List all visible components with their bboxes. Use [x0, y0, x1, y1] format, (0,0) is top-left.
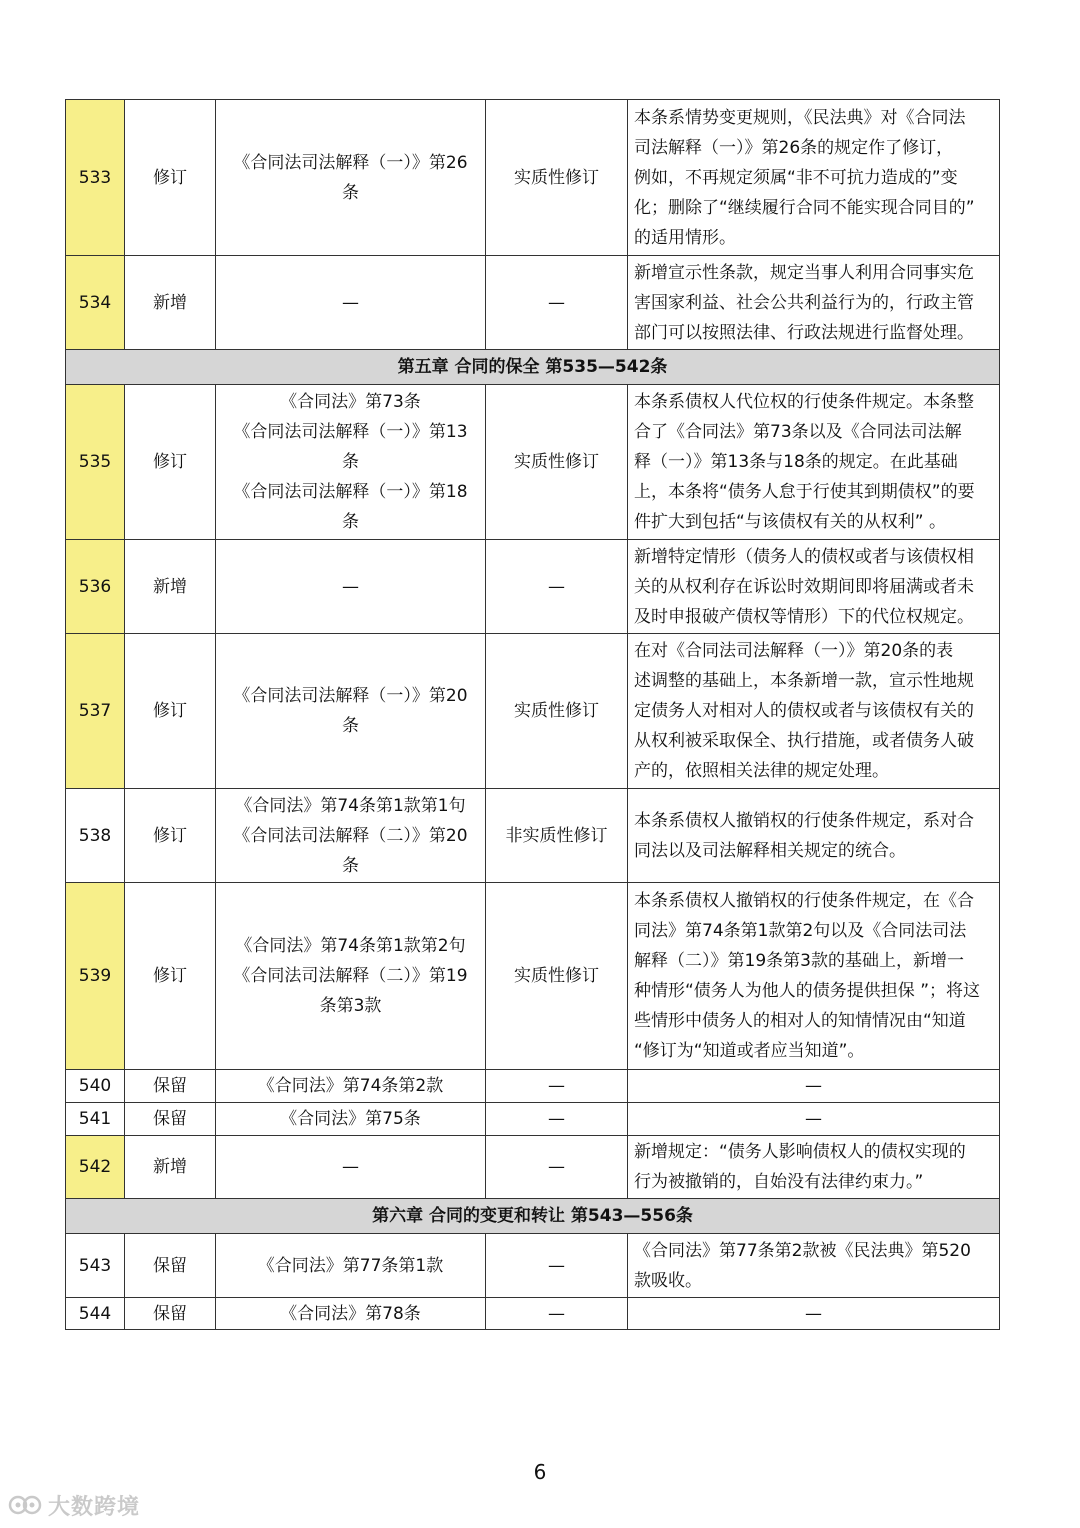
source-line: 《合同法司法解释（一）》第18	[233, 482, 468, 502]
source-line: 《合同法司法解释（一）》第20	[233, 686, 468, 706]
article-number: 539	[66, 883, 125, 1070]
table-row	[66, 634, 1000, 789]
source-provision	[216, 1070, 486, 1103]
table-row	[66, 385, 1000, 540]
description-line: 从权利被采取保全、执行措施，或者债务人破	[634, 731, 974, 751]
description-line: 关的从权利存在诉讼时效期间即将届满或者未	[634, 576, 974, 597]
article-number: 542	[66, 1136, 125, 1199]
table-row	[66, 883, 1000, 1070]
description-line: 害国家利益、社会公共利益行为的，行政主管	[634, 292, 974, 313]
revision-nature: —	[486, 1298, 628, 1330]
change-type: 保留	[125, 1234, 216, 1298]
change-description	[628, 256, 1000, 350]
watermark-logo-icon	[8, 1493, 42, 1517]
description-line: 新增宣示性条款，规定当事人利用合同事实危	[634, 262, 974, 283]
description-line: 在对《合同法司法解释（一）》第20条的表	[634, 641, 954, 661]
description-line: 例如，不再规定须属“非不可抗力造成的”变	[634, 167, 958, 188]
article-number: 535	[66, 385, 125, 540]
article-number: 538	[66, 789, 125, 883]
description-line: “修订为“知道或者应当知道”。	[634, 1041, 865, 1061]
source-line: 条	[342, 716, 359, 736]
description-line: 本条系债权人撤销权的行使条件规定，系对合	[634, 810, 974, 831]
revision-nature: 实质性修订	[486, 100, 628, 256]
source-line: 条	[342, 512, 359, 532]
article-number: 541	[66, 1103, 125, 1136]
table-row	[66, 1136, 1000, 1199]
article-number: 543	[66, 1234, 125, 1298]
change-type: 新增	[125, 540, 216, 634]
article-number: 537	[66, 634, 125, 789]
change-description	[628, 634, 1000, 789]
revision-nature: 实质性修订	[486, 883, 628, 1070]
source-provision	[216, 634, 486, 789]
change-description	[628, 1103, 1000, 1136]
source-provision	[216, 256, 486, 350]
change-description	[628, 883, 1000, 1070]
description-line: 本条系情势变更规则，《民法典》对《合同法	[634, 107, 966, 128]
change-description	[628, 1298, 1000, 1330]
description-line: 些情形中债务人的相对人的知情情况由“知道	[634, 1011, 966, 1031]
description-line: 件扩大到包括“与该债权有关的从权利” 。	[634, 512, 947, 532]
source-line: 《合同法》第73条	[280, 392, 421, 412]
description-line: 新增规定：“债务人影响债权人的债权实现的	[634, 1142, 966, 1162]
watermark-text: 大数跨境	[48, 1494, 141, 1520]
source-provision	[216, 540, 486, 634]
source-line: 《合同法司法解释（二）》第20	[233, 825, 468, 846]
table-body	[66, 100, 1000, 1330]
source-line: 条第3款	[319, 996, 382, 1016]
change-type: 新增	[125, 256, 216, 350]
source-line: —	[342, 576, 359, 597]
description-line: 本条系债权人代位权的行使条件规定。本条整	[634, 392, 974, 412]
article-number: 533	[66, 100, 125, 256]
table-row	[66, 256, 1000, 350]
source-provision	[216, 883, 486, 1070]
description-line: 化；删除了“继续履行合同不能实现合同目的”	[634, 197, 975, 218]
table-row	[66, 540, 1000, 634]
description-line: 种情形“债务人为他人的债务提供担保 ”；将这	[634, 981, 981, 1001]
chapter-title: 第六章 合同的变更和转让 第543—556条	[66, 1199, 1000, 1234]
description-line: 《合同法》第77条第2款被《民法典》第520	[634, 1240, 971, 1261]
source-provision	[216, 1103, 486, 1136]
change-type: 保留	[125, 1070, 216, 1103]
description-line: 定债务人对相对人的债权或者与该债权有关的	[634, 701, 974, 721]
change-description	[628, 100, 1000, 256]
description-line: 的适用情形。	[634, 227, 736, 248]
watermark	[8, 1490, 140, 1520]
revision-nature: —	[486, 540, 628, 634]
source-provision	[216, 789, 486, 883]
source-line: —	[342, 1157, 359, 1177]
change-type: 修订	[125, 789, 216, 883]
source-line: 条	[342, 855, 359, 876]
page-number: 6	[533, 1460, 547, 1484]
change-type: 新增	[125, 1136, 216, 1199]
revision-nature: 实质性修订	[486, 634, 628, 789]
source-provision	[216, 1298, 486, 1330]
source-line: 《合同法》第74条第2款	[257, 1076, 444, 1096]
description-line: —	[805, 1109, 822, 1129]
revision-nature: —	[486, 1136, 628, 1199]
change-type: 修订	[125, 634, 216, 789]
article-number: 540	[66, 1070, 125, 1103]
description-line: 行为被撤销的，自始没有法律约束力。”	[634, 1172, 924, 1192]
chapter-header-row	[66, 350, 1000, 385]
table-row	[66, 1234, 1000, 1298]
description-line: 同法以及司法解释相关规定的统合。	[634, 840, 906, 861]
revision-nature: —	[486, 1234, 628, 1298]
change-description	[628, 1136, 1000, 1199]
change-description	[628, 540, 1000, 634]
description-line: 述调整的基础上，本条新增一款，宣示性地规	[634, 671, 974, 691]
chapter-header-row	[66, 1199, 1000, 1234]
source-line: 《合同法》第75条	[280, 1109, 421, 1129]
change-description	[628, 789, 1000, 883]
source-provision	[216, 100, 486, 256]
change-type: 修订	[125, 883, 216, 1070]
description-line: 释（一）》第13条与18条的规定。在此基础	[634, 452, 958, 472]
article-number: 534	[66, 256, 125, 350]
revision-nature: —	[486, 1070, 628, 1103]
article-number: 544	[66, 1298, 125, 1330]
source-line: 《合同法司法解释（一）》第26	[233, 152, 468, 173]
source-line: 《合同法》第74条第1款第2句	[235, 936, 466, 956]
table-row	[66, 1298, 1000, 1330]
revision-nature: —	[486, 1103, 628, 1136]
description-line: 新增特定情形（债务人的债权或者与该债权相	[634, 546, 974, 567]
revision-nature: —	[486, 256, 628, 350]
source-line: 《合同法》第74条第1款第1句	[235, 795, 466, 816]
change-type: 修订	[125, 385, 216, 540]
change-type: 保留	[125, 1298, 216, 1330]
change-description	[628, 385, 1000, 540]
source-line: 《合同法司法解释（二）》第19	[233, 966, 468, 986]
table-row	[66, 789, 1000, 883]
description-line: 本条系债权人撤销权的行使条件规定，在《合	[634, 891, 974, 911]
table-row	[66, 1070, 1000, 1103]
description-line: 解释（二）》第19条第3款的基础上，新增一	[634, 951, 964, 971]
source-line: 《合同法司法解释（一）》第13	[233, 422, 468, 442]
law-comparison-table	[65, 99, 1000, 1330]
description-line: 同法》第74条第1款第2句以及《合同法司法	[634, 921, 967, 941]
change-description	[628, 1070, 1000, 1103]
source-provision	[216, 385, 486, 540]
description-line: 款吸收。	[634, 1270, 702, 1291]
description-line: 上，本条将“债务人怠于行使其到期债权”的要	[634, 482, 975, 502]
source-line: —	[342, 292, 359, 313]
description-line: 部门可以按照法律、行政法规进行监督处理。	[634, 322, 974, 343]
revision-nature: 实质性修订	[486, 385, 628, 540]
description-line: 司法解释（一）》第26条的规定作了修订，	[634, 137, 954, 158]
source-line: 条	[342, 182, 359, 203]
chapter-title: 第五章 合同的保全 第535—542条	[66, 350, 1000, 385]
source-provision	[216, 1234, 486, 1298]
article-number: 536	[66, 540, 125, 634]
description-line: —	[805, 1303, 822, 1324]
description-line: —	[805, 1076, 822, 1096]
source-provision	[216, 1136, 486, 1199]
source-line: 《合同法》第77条第1款	[257, 1255, 444, 1276]
change-type: 保留	[125, 1103, 216, 1136]
description-line: 产的，依照相关法律的规定处理。	[634, 761, 889, 781]
change-description	[628, 1234, 1000, 1298]
change-type: 修订	[125, 100, 216, 256]
description-line: 及时申报破产债权等情形）下的代位权规定。	[634, 606, 974, 627]
source-line: 《合同法》第78条	[280, 1303, 421, 1324]
table-row	[66, 1103, 1000, 1136]
revision-nature: 非实质性修订	[486, 789, 628, 883]
table-row	[66, 100, 1000, 256]
source-line: 条	[342, 452, 359, 472]
description-line: 合了《合同法》第73条以及《合同法司法解	[634, 422, 962, 442]
